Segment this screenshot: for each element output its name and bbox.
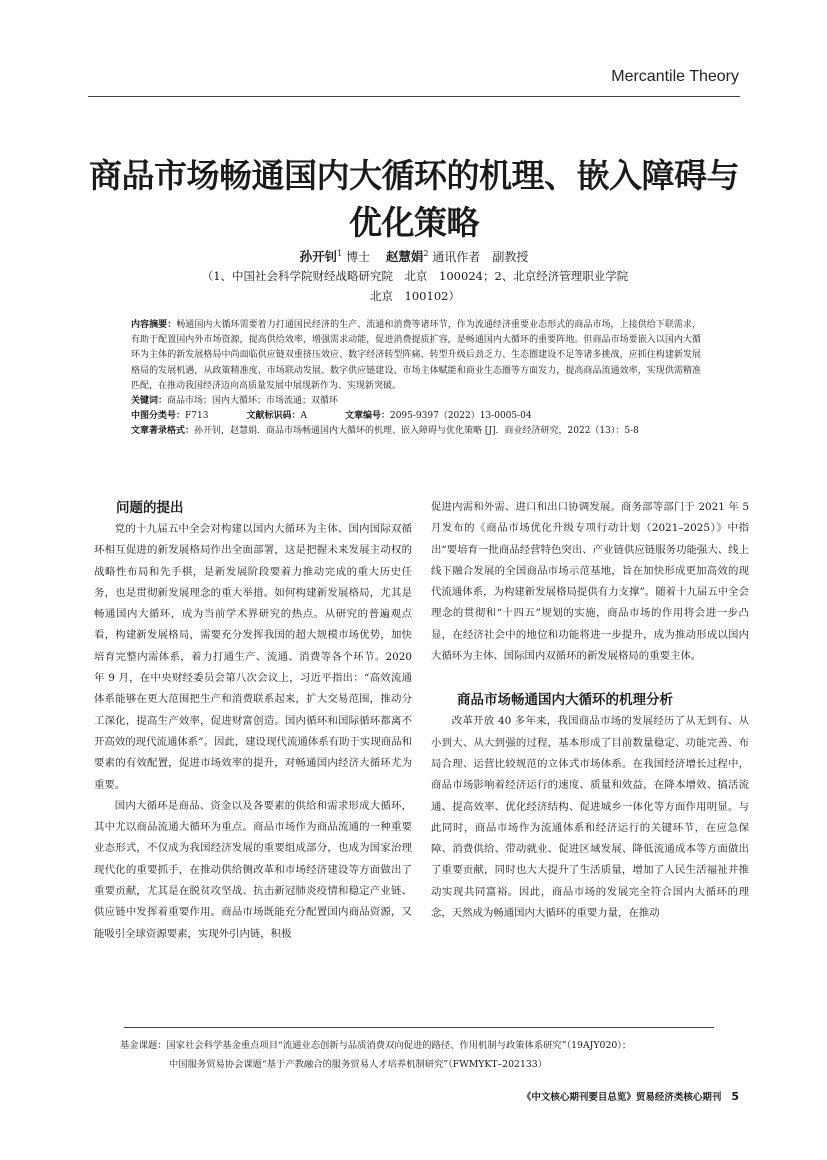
article-metadata: [131, 318, 701, 440]
affiliation-line-2: 北京 100102）: [370, 289, 460, 303]
keywords-text: 商品市场；国内大循环；市场流通；双循环: [167, 396, 339, 407]
author-2-role: 通讯作者 副教授: [432, 250, 529, 264]
paper-title: 商品市场畅通国内大循环的机理、嵌入障碍与优化策略: [89, 156, 739, 242]
abstract: [131, 318, 701, 394]
section-heading-mechanism: 商品市场畅通国内大循环的机理分析: [457, 692, 673, 709]
citation-label: 文章著录格式：: [131, 426, 195, 437]
paragraph: 国内大循环是商品、资金以及各要素的供给和需求形成大循环，其中尤以商品流通大循环为重点。商品市场作为商品流通的一种重要业态形式，不仅成为我国经济发展的重要组成部分，也成为国家治理现代化的重要抓手，在推动供给侧改革和市场经济建设等方面做出了重要贡献，尤其是在脱贫攻坚战、抗击新冠肺炎疫情和稳定产业链、供应链中发挥着重要作用。商品市场既能充分配置国内商品资源，又能吸引全球资源要素，实现外引内链，积极: [94, 799, 412, 940]
footnote-rule: [124, 1027, 714, 1028]
paragraph: 改革开放 40 多年来，我国商品市场的发展经历了从无到有、从小到大、从大到强的过程，基本形成了目前数量稳定、功能完善、布局合理、运营比较规范的立体式市场体系。在我国经济增长过程中，商品市场影响着经济运行的速度、质量和效益，在降本增效、搞活流通、提高效率、优化经济结构、促进城乡一体化等方面作用明显。与此同时，商品市场作为流通体系和经济运行的关键环节，在应急保障、消费供给、带动就业、促进区域发展、降低流通成本等方面做出了重要贡献，同时也大大提升了生活质量，增加了人民生活福祉并推动实现共同富裕。因此，商品市场的发展完全符合国内大循环的理念，天然成为畅通国内大循环的重要力量，在推动: [431, 715, 749, 920]
section-heading-intro: 问题的提出: [116, 500, 184, 516]
paragraph-continued: 促进内需和外需、进口和出口协调发展。商务部等部门于 2021 年 5 月发布的《商品市场优化升级专项行动计划（2021–2025）》中指出“要培育一批商品经营特色突出、产业链供应链服务功能强大、线上线下融合发展的全国商品市场示范基地，旨在加快形成更加高效的现代流通体系，为构建新发展格局提供有力支撑”。随着十九届五中全会理念的贯彻和“十四五”规划的实施，商品市场的作用将会进一步凸显，在经济社会中的地位和功能将进一步提升，成为推动形成以国内大循环为主体、国际国内双循环的新发展格局的重要主体。: [431, 501, 749, 663]
funding-line-1: 国家社会科学基金重点项目“流通业态创新与品质消费双向促进的路径、作用机制与政策体系研究”（19AJY020）；: [166, 1040, 632, 1051]
doc-code-value: A: [300, 411, 307, 422]
author-2-sup: 2: [423, 249, 429, 258]
journal-index-note: 《中文核心期刊要目总览》贸易经济类核心期刊: [521, 1092, 722, 1103]
left-column: [94, 497, 412, 945]
clc-value: F713: [185, 411, 209, 422]
affiliations: [120, 266, 710, 306]
clc-label: 中图分类号：: [131, 411, 186, 422]
affiliation-line-1: （1、中国社会科学院财经战略研究院 北京 100024；2、北京经济管理职业学院: [201, 269, 629, 283]
paragraph: 党的十九届五中全会对构建以国内大循环为主体、国内国际双循环相互促进的新发展格局作出全面部署，这是把握未来发展主动权的战略性布局和先手棋，是新发展阶段要着力推动完成的重大历史任务，也是贯彻新发展理念的重大举措。如何构建新发展格局，尤其是畅通国内大循环，成为当前学术界研究的热点。从研究的普遍观点看，构建新发展格局，需要充分发挥我国的超大规模市场优势，加快培育完整内需体系，着力打通生产、流通、消费等各个环节。2020 年 9 月，在中央财经委员会第八次会议上，习近平指出：“高效流通体系能够在更大范围把生产和消费联系起来，扩大交易范围，推动分工深化，提高生产效率，促进财富创造。国内循环和国际循环都离不开高效的现代流通体系”。因此，建设现代流通体系有助于实现商品和要素的有效配置，促进市场效率的提升，对畅通国内经济大循环尤为重要。: [94, 523, 412, 791]
funding-line-2: 中国服务贸易协会课题“基于产教融合的服务贸易人才培养机制研究”（FWMYKT–202133）: [169, 1059, 548, 1070]
header-rule: [88, 96, 740, 97]
keywords-label: 关键词：: [131, 396, 168, 407]
page-number: 5: [731, 1090, 739, 1103]
citation-text: 孙开钊，赵慧娟．商品市场畅通国内大循环的机理、嵌入障碍与优化策略 [J]．商业经济研究，2022（13）：5-8: [194, 426, 639, 437]
author-1-role: 博士: [346, 250, 371, 264]
classification-row: [131, 409, 701, 424]
author-line: [88, 244, 740, 267]
author-2-name: 赵慧娟: [385, 249, 424, 264]
keywords: [131, 394, 701, 409]
doc-code-label: 文献标识码：: [246, 411, 301, 422]
running-header: Mercantile Theory: [611, 68, 739, 85]
article-number-value: 2095-9397（2022）13-0005-04: [389, 411, 532, 422]
right-column: [431, 497, 749, 924]
abstract-text: 畅通国内大循环需要着力打通国民经济的生产、流通和消费等诸环节，作为流通经济重要业态形式的商品市场，上接供给下联需求，有助于配置国内外市场资源，提高供给效率，增强需求动能，促进消费提质扩容，是畅通国内大循环的重要阵地。但商品市场要嵌入以国内大循环为主体的新发展格局中尚面临供应链双重挤压效应、数字经济转型阵痛、转型升级后劲乏力、生态圈建设不足等诸多挑战，应抓住构建新发展格局的发展机遇，从政策精准度、市场联动发展、数字供应链建设、市场主体赋能和商业生态圈等方面发力，提高商品流通效率，实现供需精准匹配，在推动我国经济迈向高质量发展中展现新作为、实现新突破。: [131, 320, 701, 391]
author-1-name: 孙开钊: [299, 249, 338, 264]
author-1-sup: 1: [337, 249, 343, 258]
citation: [131, 424, 701, 439]
funding-note: [120, 1036, 730, 1074]
abstract-label: 内容摘要：: [131, 320, 177, 330]
page-footer: [522, 1089, 739, 1103]
article-number-label: 文章编号：: [344, 411, 390, 422]
funding-label: 基金课题：: [120, 1040, 167, 1051]
